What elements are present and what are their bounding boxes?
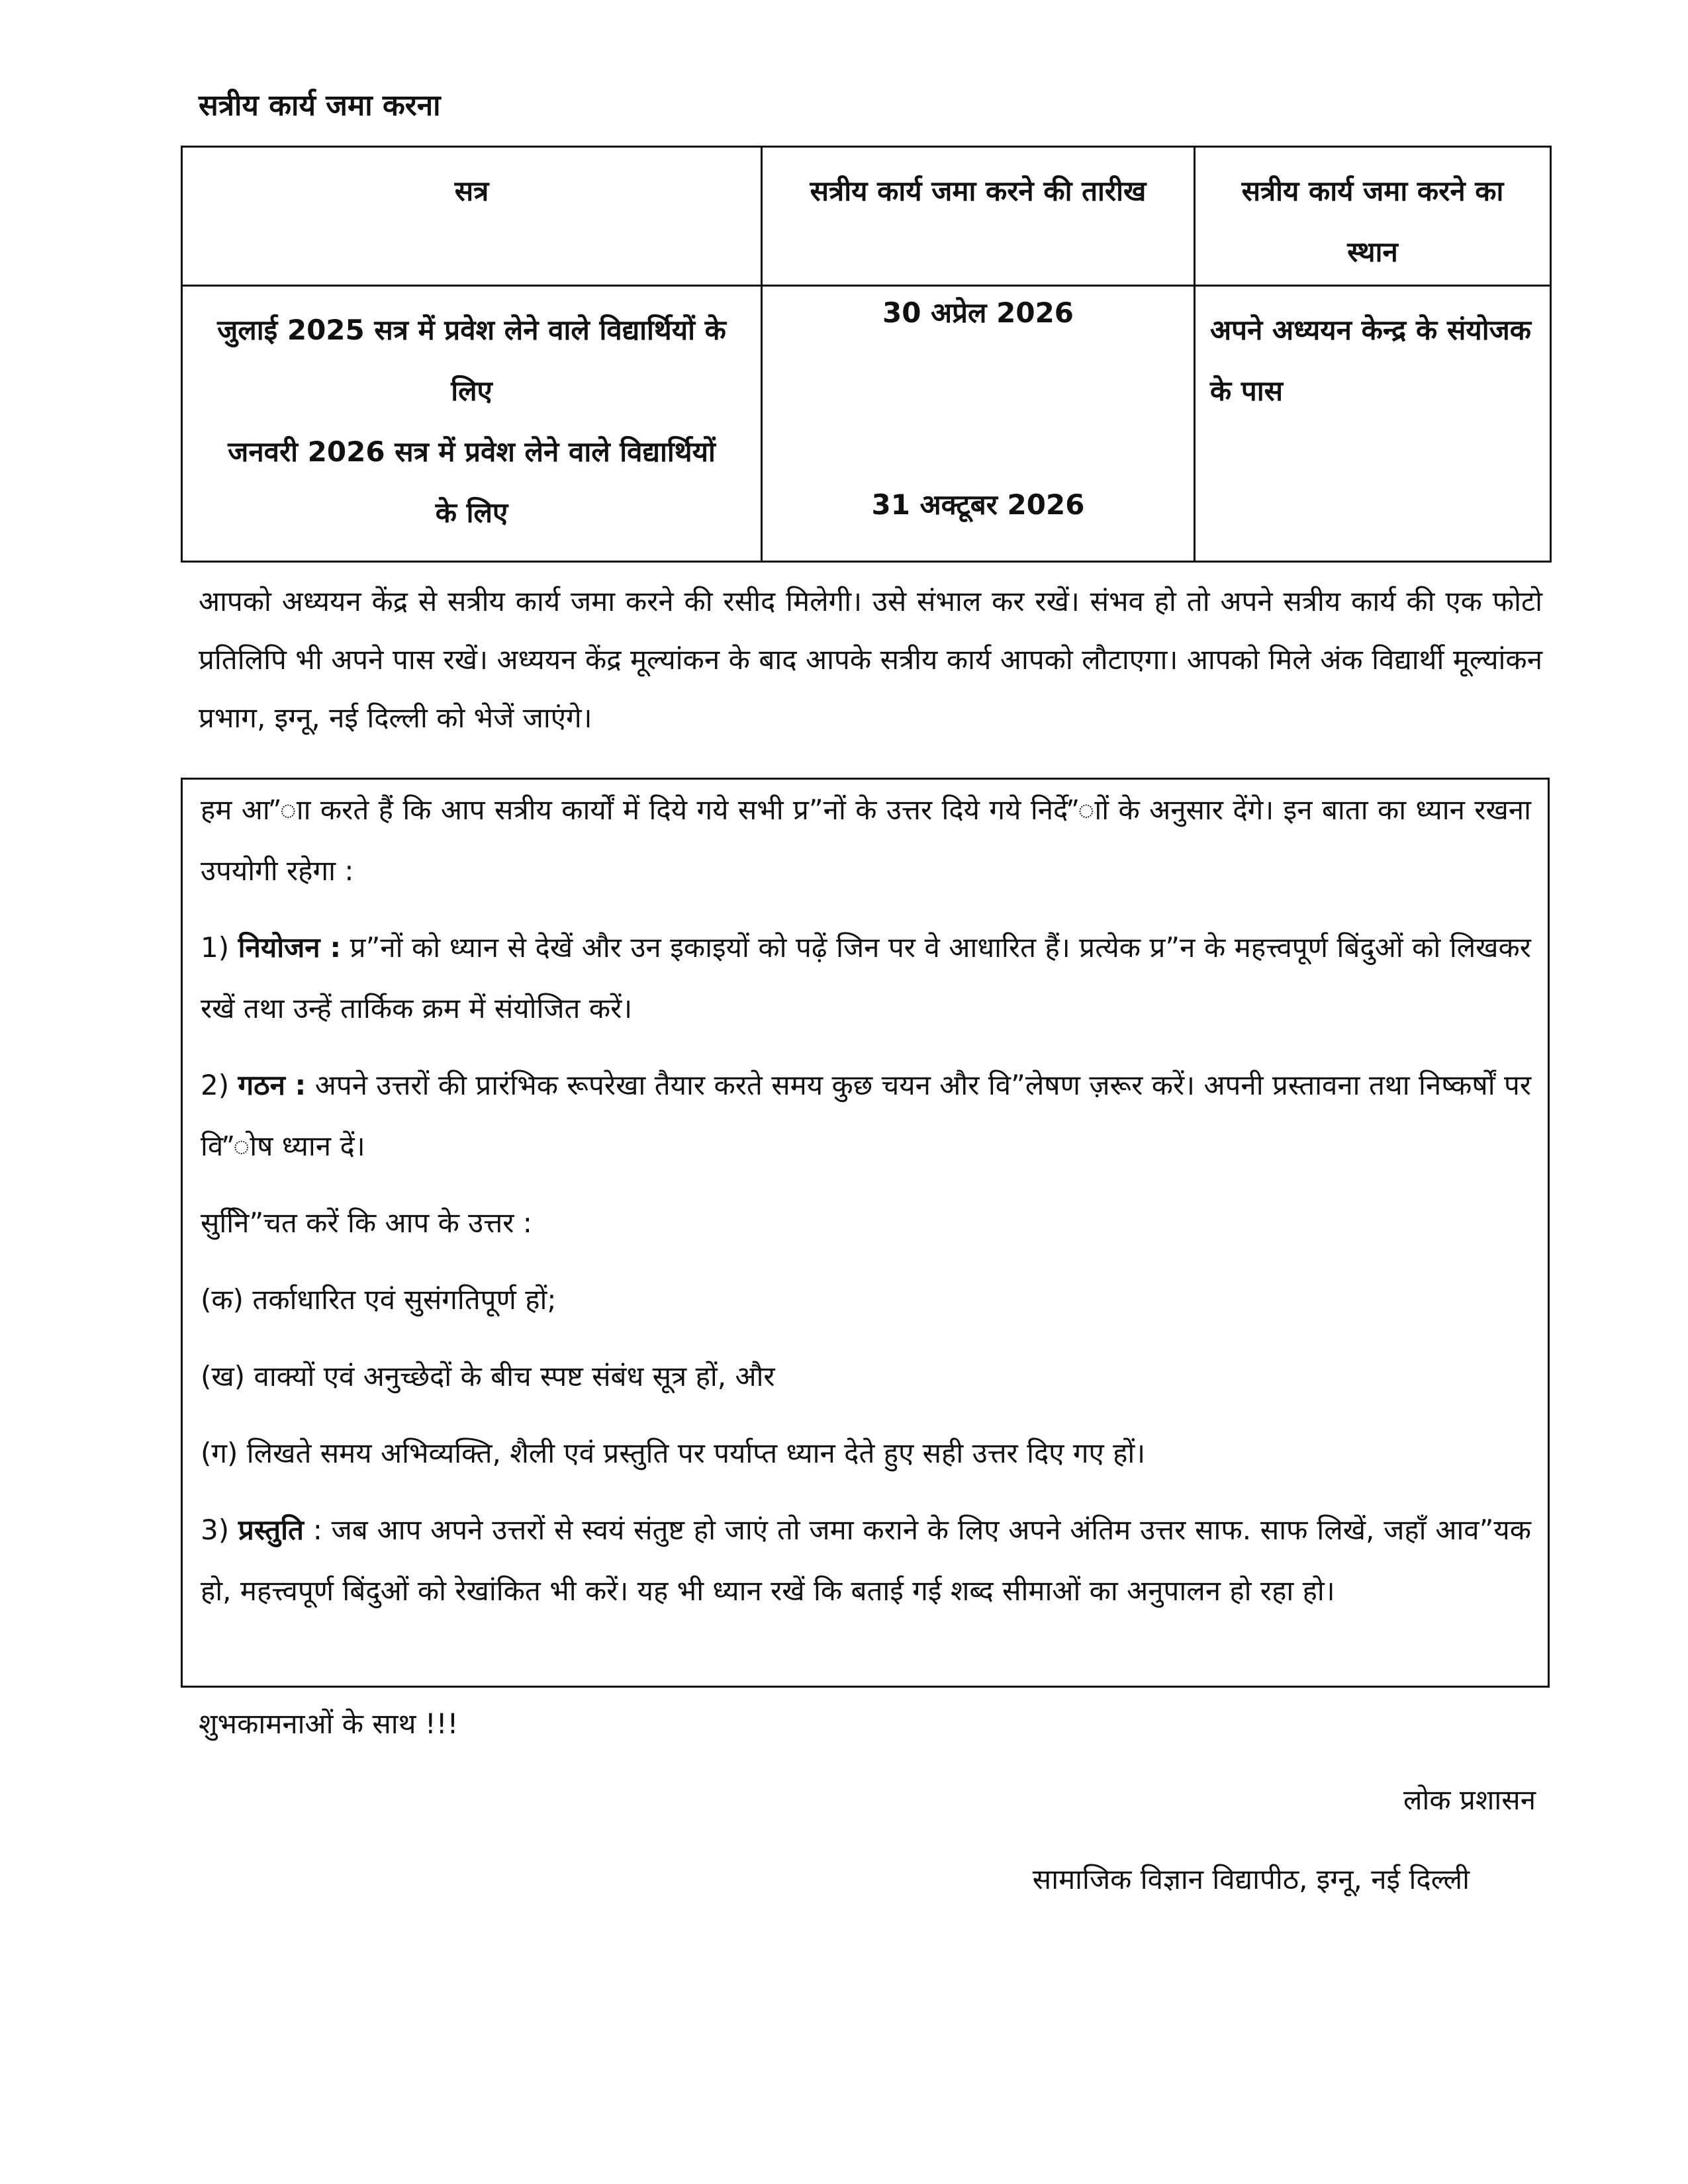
session-july: जुलाई 2025 सत्र में प्रवेश लेने वाले विद्यार्थियों के लिए xyxy=(217,314,726,407)
guideline-presentation-text: : जब आप अपने उत्तरों से स्वयं संतुष्ट हो जाएं तो जमा कराने के लिए अपने अंतिम उत्तर साफ. साफ लिखें, जहाँ आव”यक हो, महत्त्वपूर्ण बिंदुओं को रेखांकित भी करें। यह भी ध्यान रखें कि बताई गई शब्द सीमाओं का अनुपालन हो रहा हो। xyxy=(201,1514,1531,1607)
session-cell xyxy=(182,286,762,562)
guidelines-intro: हम आ”ाा करते हैं कि आप सत्रीय कार्यों में दिये गये सभी प्र”नों के उत्तर दिये गये निर्दे”ाों के अनुसार देंगे। इन बाता का ध्यान रखना उपयोगी रहेगा : xyxy=(201,794,1531,887)
header-session: सत्र xyxy=(182,147,762,286)
guidelines-box xyxy=(181,778,1550,1688)
section-heading: सत्रीय कार्य जमा करना xyxy=(199,89,441,122)
guideline-structure-title: गठन : xyxy=(238,1069,306,1101)
guideline-planning-text: प्र”नों को ध्यान से देखें और उन इकाइयों को पढ़ें जिन पर वे आधारित हैं। प्रत्येक प्र”न के महत्त्वपूर्ण बिंदुओं को लिखकर रखें तथा उन्हें तार्किक क्रम में संयोजित करें। xyxy=(201,931,1531,1024)
table-row xyxy=(182,286,1551,562)
guideline-presentation: 3) प्रस्तुति : जब आप अपने उत्तरों से स्वयं संतुष्ट हो जाएं तो जमा कराने के लिए अपने अंतिम उत्तर साफ. साफ लिखें, जहाँ आव”यक हो, महत्त्वपूर्ण बिंदुओं को रेखांकित भी करें। यह भी ध्यान रखें कि बताई गई शब्द सीमाओं का अनुपालन हो रहा हो। xyxy=(201,1514,1531,1607)
closing-wishes: शुभकामनाओं के साथ !!! xyxy=(199,1707,459,1740)
receipt-paragraph: आपको अध्ययन केंद्र से सत्रीय कार्य जमा करने की रसीद मिलेगी। उसे संभाल कर रखें। संभव हो तो अपने सत्रीय कार्य की एक फोटो प्रतिलिपि भी अपने पास रखें। अध्ययन केंद्र मूल्यांकन के बाद आपके सत्रीय कार्य आपको लौटाएगा। आपको मिले अंक विद्यार्थी मूल्यांकन प्रभाग, इग्नू, नई दिल्ली को भेजें जाएंगे। xyxy=(199,585,1542,734)
guideline-planning-title: नियोजन : xyxy=(238,931,342,964)
header-date: सत्रीय कार्य जमा करने की तारीख xyxy=(762,147,1195,286)
guideline-point-b: (ख) वाक्यों एवं अनुच्छेदों के बीच स्पष्ट संबंध सूत्र हों, और xyxy=(201,1360,775,1392)
guideline-planning: 1) नियोजन : प्र”नों को ध्यान से देखें और उन इकाइयों को पढ़ें जिन पर वे आधारित हैं। प्रत्येक प्र”न के महत्त्वपूर्ण बिंदुओं को लिखकर रखें तथा उन्हें तार्किक क्रम में संयोजित करें। xyxy=(201,931,1531,1024)
guideline-ensure: सुनिि”चत करें कि आप के उत्तर : xyxy=(201,1206,532,1239)
place-cell: अपने अध्ययन केन्द्र के संयोजक के पास xyxy=(1195,286,1551,562)
date-april: 30 अप्रेल 2026 xyxy=(882,296,1074,329)
guideline-structure-text: अपने उत्तरों की प्रारंभिक रूपरेखा तैयार करते समय कुछ चयन और वि”लेषण ज़रूर करें। अपनी प्रस्तावना तथा निष्कर्षों पर वि”ाेष ध्यान दें। xyxy=(201,1069,1532,1162)
guideline-point-c: (ग) लिखते समय अभिव्यक्ति, शैली एवं प्रस्तुति पर पर्याप्त ध्यान देते हुए सही उत्तर दिए गए हों। xyxy=(201,1437,1146,1469)
school-name: सामाजिक विज्ञान विद्यापीठ, इग्नू, नई दिल्ली xyxy=(1032,1863,1470,1895)
guideline-point-a: (क) तर्काधारित एवं सुसंगतिपूर्ण हों; xyxy=(201,1283,557,1316)
submission-table xyxy=(181,146,1552,563)
table-header-row xyxy=(182,147,1551,286)
date-october: 31 अक्टूबर 2026 xyxy=(871,488,1085,521)
department-name: लोक प्रशासन xyxy=(1403,1784,1536,1816)
session-january: जनवरी 2026 सत्र में प्रवेश लेने वाले विद्यार्थियों के लिए xyxy=(228,435,716,529)
guideline-presentation-title: प्रस्तुति xyxy=(238,1514,304,1546)
guideline-structure: 2) गठन : अपने उत्तरों की प्रारंभिक रूपरेखा तैयार करते समय कुछ चयन और वि”लेषण ज़रूर करें। अपनी प्रस्तावना तथा निष्कर्षों पर वि”ाेष ध्यान दें। xyxy=(201,1069,1532,1162)
header-place: सत्रीय कार्य जमा करने का स्थान xyxy=(1195,147,1551,286)
date-cell xyxy=(762,286,1195,562)
